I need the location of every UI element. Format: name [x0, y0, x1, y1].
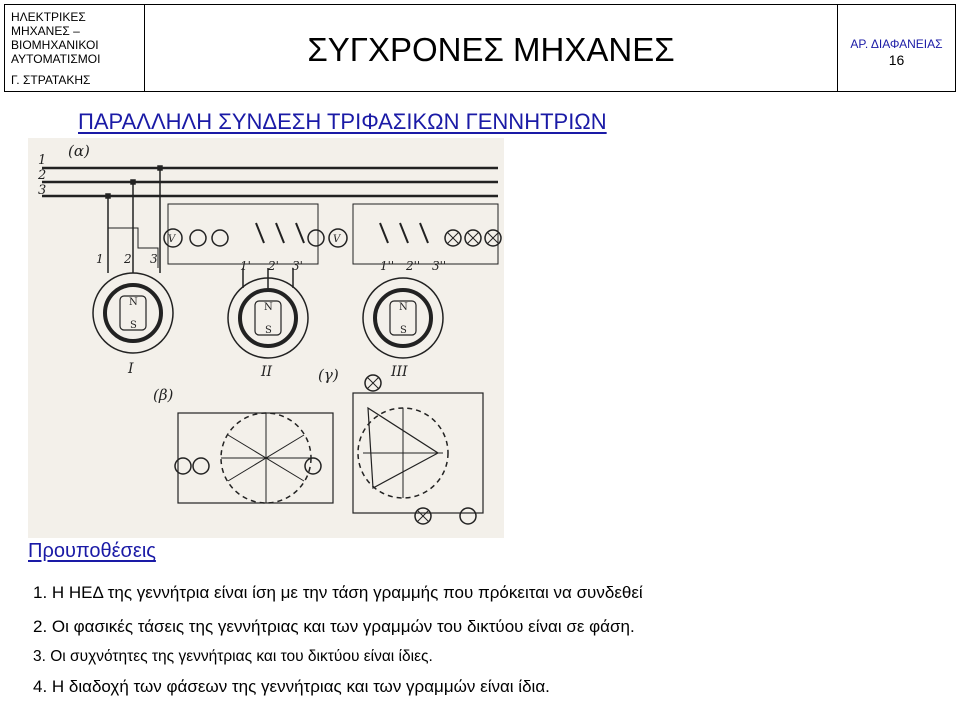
- voltmeter-label: V: [168, 234, 176, 245]
- main-title: ΣΥΓΧΡΟΝΕΣ ΜΗΧΑΝΕΣ: [307, 31, 675, 68]
- pole-label: S: [130, 320, 137, 331]
- slide-header: [4, 4, 956, 92]
- condition-item: 4. Η διαδοχή των φάσεων της γεννήτριας και των γραμμών είναι ίδια.: [33, 677, 550, 696]
- generator-label-1: I: [128, 361, 134, 377]
- part-label-a: (α): [68, 142, 90, 160]
- line-label-1: 1: [38, 153, 47, 168]
- phasor-diagram-c: [353, 375, 483, 524]
- slide-number: 16: [888, 52, 905, 68]
- switch-blade: [296, 223, 304, 243]
- voltmeter-label: V: [333, 234, 341, 245]
- conditions-title: Προυποθέσεις: [28, 540, 156, 562]
- condition-item: 2. Οι φασικές τάσεις της γεννήτριας και των γραμμών του δικτύου είναι σε φάση.: [33, 617, 635, 636]
- slide-number-label: ΑΡ. ΔΙΑΦΑΝΕΙΑΣ: [850, 37, 943, 51]
- pole-label: N: [264, 302, 273, 313]
- line-label-2: 2: [38, 168, 47, 183]
- condition-item: 1. Η ΗΕΔ της γεννήτρια είναι ίση με την τάση γραμμής που πρόκειται να συνδεθεί: [33, 583, 643, 602]
- slide-subtitle: ΠΑΡΑΛΛΗΛΗ ΣΥΝΔΕΣΗ ΤΡΙΦΑΣΙΚΩΝ ΓΕΝΝΗΤΡΙΩΝ: [78, 109, 607, 134]
- lamp-icon: [212, 230, 228, 246]
- department-line: ΗΛΕΚΤΡΙΚΕΣ: [11, 10, 86, 24]
- pole-label: S: [400, 325, 407, 336]
- author-name: Γ. ΣΤΡΑΤΑΚΗΣ: [11, 73, 91, 87]
- terminal-label: 1: [96, 252, 104, 266]
- generator-3-wiring: [353, 204, 501, 264]
- generator-3: [363, 278, 443, 358]
- generator-label-3: III: [391, 364, 408, 380]
- lamp-icon: [460, 508, 476, 524]
- department-cell: [5, 5, 145, 91]
- lamp-icon: [190, 230, 206, 246]
- department-name: [11, 10, 100, 66]
- line-label-3: 3: [38, 183, 47, 198]
- part-label-c: (γ): [318, 366, 339, 384]
- terminal-label: 2: [124, 252, 132, 266]
- parallel-connection-diagram: [28, 138, 504, 538]
- terminal-label: 2'': [406, 259, 421, 273]
- terminal-label: 3: [150, 252, 158, 266]
- terminal-label: 1': [240, 259, 251, 273]
- terminal-label: 3': [292, 259, 303, 273]
- busbar-lines: [42, 168, 498, 196]
- lamp-icon: [305, 458, 321, 474]
- lamp-icon: [308, 230, 324, 246]
- generator-label-2: II: [261, 364, 273, 380]
- generator-2: [228, 278, 308, 358]
- terminal-label: 2': [268, 259, 279, 273]
- part-label-b: (β): [153, 386, 174, 404]
- pole-label: N: [399, 302, 408, 313]
- slide-number-cell: [837, 5, 955, 91]
- department-line: ΒΙΟΜΗΧΑΝΙΚΟΙ: [11, 38, 99, 52]
- pole-label: N: [129, 297, 138, 308]
- condition-item: 3. Οι συχνότητες της γεννήτριας και του δικτύου είναι ίδιες.: [33, 648, 433, 665]
- lamp-icon: [175, 458, 191, 474]
- generator-1: [93, 273, 173, 353]
- department-line: ΜΗΧΑΝΕΣ –: [11, 24, 80, 38]
- terminal-label: 1'': [380, 259, 395, 273]
- pole-label: S: [265, 325, 272, 336]
- lamp-icon: [193, 458, 209, 474]
- department-line: ΑΥΤΟΜΑΤΙΣΜΟΙ: [11, 52, 101, 66]
- phasor-diagram-b: [175, 413, 333, 503]
- terminal-label: 3'': [432, 259, 447, 273]
